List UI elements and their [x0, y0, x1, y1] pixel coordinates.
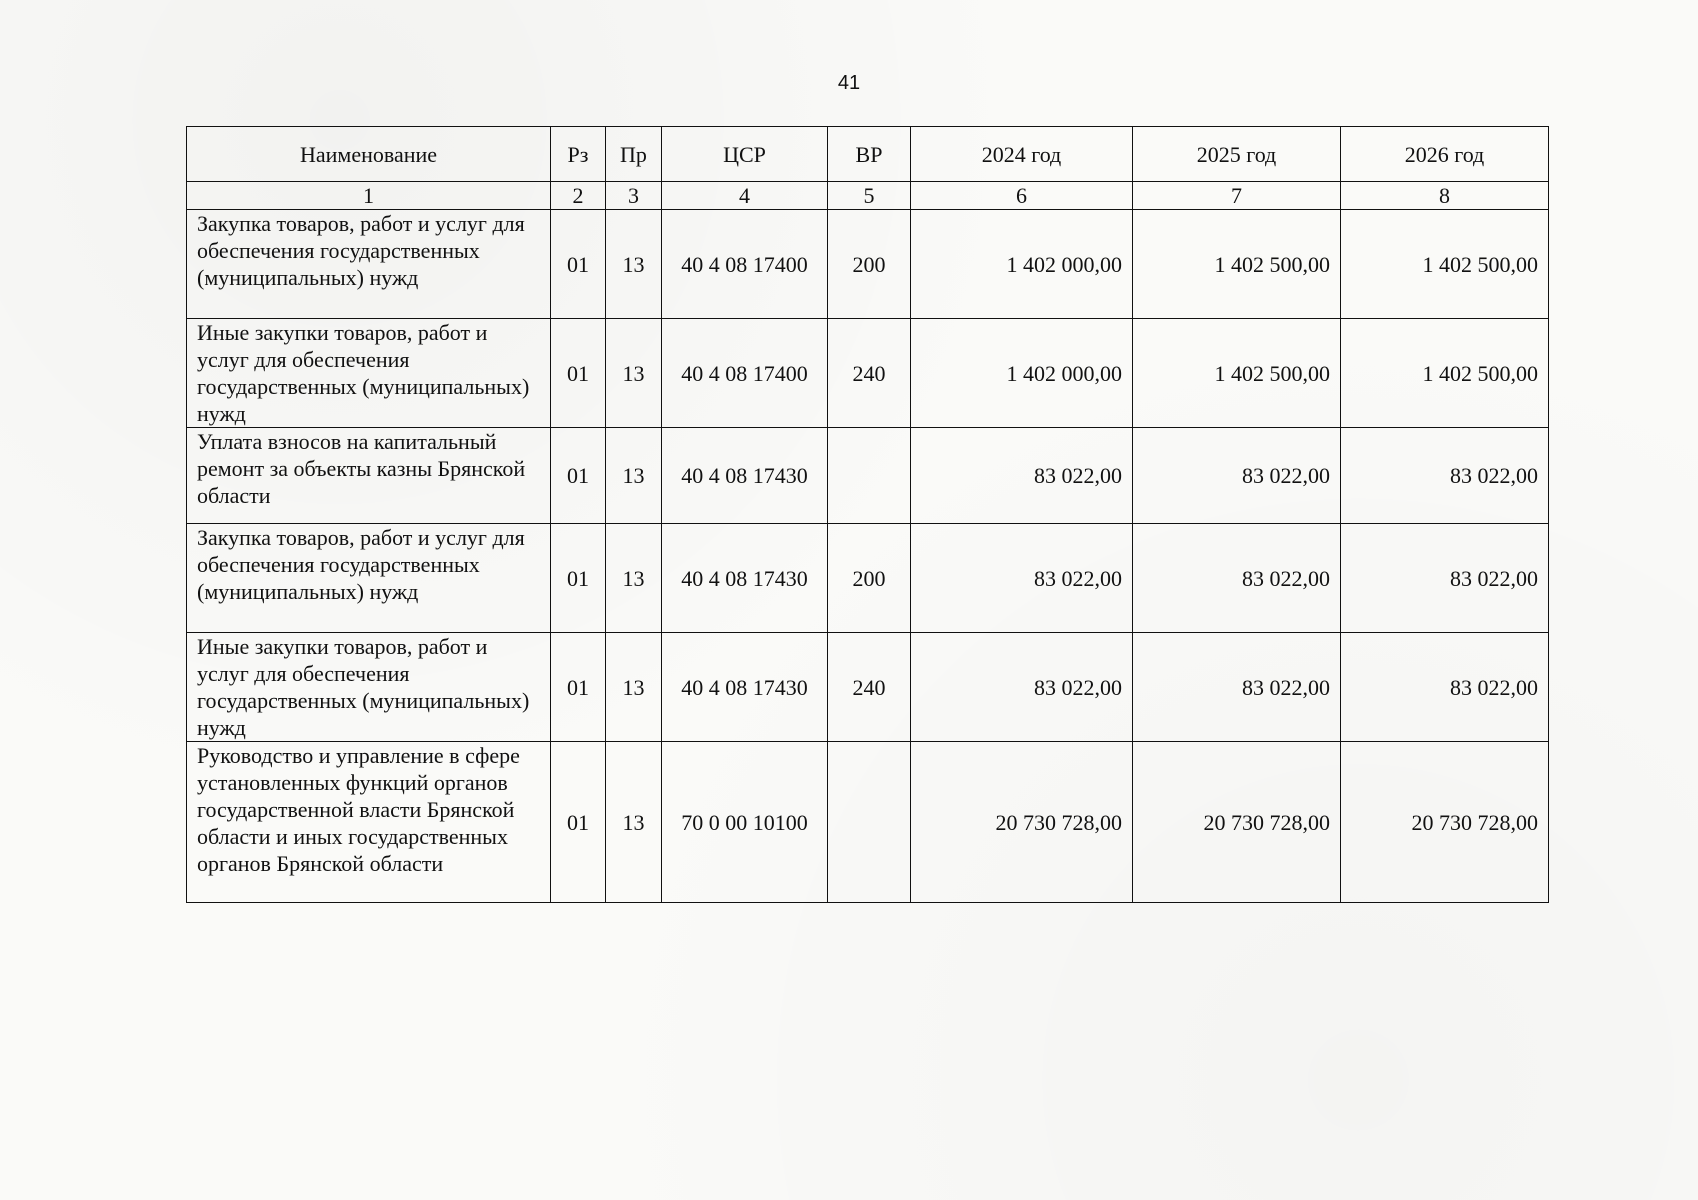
header-name: Наименование	[187, 127, 551, 182]
row-rz: 01	[551, 210, 606, 319]
row-pr: 13	[606, 319, 662, 428]
column-number: 7	[1133, 182, 1341, 210]
row-amount-2024: 1 402 000,00	[911, 319, 1133, 428]
row-rz: 01	[551, 524, 606, 633]
row-amount-2024: 20 730 728,00	[911, 742, 1133, 903]
header-pr: Пр	[606, 127, 662, 182]
column-number: 5	[828, 182, 911, 210]
row-name: Иные закупки товаров, работ и услуг для обеспечения государственных (муниципальных) нужд	[187, 319, 551, 428]
row-csr: 40 4 08 17400	[662, 319, 828, 428]
row-amount-2024: 1 402 000,00	[911, 210, 1133, 319]
row-vr	[828, 428, 911, 524]
table-row	[187, 524, 1549, 633]
row-csr: 40 4 08 17400	[662, 210, 828, 319]
row-name: Руководство и управление в сфере установленных функций органов государственной власти Брянской области и иных государственных органов Брянской области	[187, 742, 551, 903]
row-amount-2025: 83 022,00	[1133, 633, 1341, 742]
row-vr: 200	[828, 210, 911, 319]
column-number-row	[187, 182, 1549, 210]
table-row	[187, 428, 1549, 524]
row-rz: 01	[551, 742, 606, 903]
row-vr: 200	[828, 524, 911, 633]
row-vr: 240	[828, 633, 911, 742]
row-csr: 40 4 08 17430	[662, 524, 828, 633]
row-amount-2026: 83 022,00	[1341, 428, 1549, 524]
table-header-row	[187, 127, 1549, 182]
row-amount-2026: 83 022,00	[1341, 524, 1549, 633]
row-vr: 240	[828, 319, 911, 428]
table-row	[187, 319, 1549, 428]
column-number: 1	[187, 182, 551, 210]
row-rz: 01	[551, 633, 606, 742]
row-pr: 13	[606, 428, 662, 524]
table-row	[187, 210, 1549, 319]
row-amount-2024: 83 022,00	[911, 524, 1133, 633]
column-number: 2	[551, 182, 606, 210]
header-2025: 2025 год	[1133, 127, 1341, 182]
header-2026: 2026 год	[1341, 127, 1549, 182]
row-amount-2025: 1 402 500,00	[1133, 319, 1341, 428]
row-amount-2026: 20 730 728,00	[1341, 742, 1549, 903]
header-csr: ЦСР	[662, 127, 828, 182]
row-name: Закупка товаров, работ и услуг для обеспечения государственных (муниципальных) нужд	[187, 524, 551, 633]
header-rz: Рз	[551, 127, 606, 182]
row-name: Иные закупки товаров, работ и услуг для обеспечения государственных (муниципальных) нужд	[187, 633, 551, 742]
row-amount-2026: 83 022,00	[1341, 633, 1549, 742]
row-amount-2025: 83 022,00	[1133, 524, 1341, 633]
budget-table	[186, 126, 1549, 903]
column-number: 4	[662, 182, 828, 210]
header-2024: 2024 год	[911, 127, 1133, 182]
row-csr: 70 0 00 10100	[662, 742, 828, 903]
row-amount-2024: 83 022,00	[911, 428, 1133, 524]
column-number: 6	[911, 182, 1133, 210]
row-amount-2026: 1 402 500,00	[1341, 319, 1549, 428]
row-amount-2026: 1 402 500,00	[1341, 210, 1549, 319]
row-pr: 13	[606, 210, 662, 319]
table-row	[187, 742, 1549, 903]
row-amount-2025: 20 730 728,00	[1133, 742, 1341, 903]
row-csr: 40 4 08 17430	[662, 428, 828, 524]
table-row	[187, 633, 1549, 742]
row-pr: 13	[606, 524, 662, 633]
row-csr: 40 4 08 17430	[662, 633, 828, 742]
row-amount-2025: 1 402 500,00	[1133, 210, 1341, 319]
column-number: 8	[1341, 182, 1549, 210]
row-rz: 01	[551, 319, 606, 428]
row-rz: 01	[551, 428, 606, 524]
row-pr: 13	[606, 633, 662, 742]
row-pr: 13	[606, 742, 662, 903]
page-number: 41	[837, 72, 861, 94]
row-amount-2024: 83 022,00	[911, 633, 1133, 742]
header-vr: ВР	[828, 127, 911, 182]
row-amount-2025: 83 022,00	[1133, 428, 1341, 524]
row-vr	[828, 742, 911, 903]
row-name: Закупка товаров, работ и услуг для обеспечения государственных (муниципальных) нужд	[187, 210, 551, 319]
row-name: Уплата взносов на капитальный ремонт за объекты казны Брянской области	[187, 428, 551, 524]
column-number: 3	[606, 182, 662, 210]
